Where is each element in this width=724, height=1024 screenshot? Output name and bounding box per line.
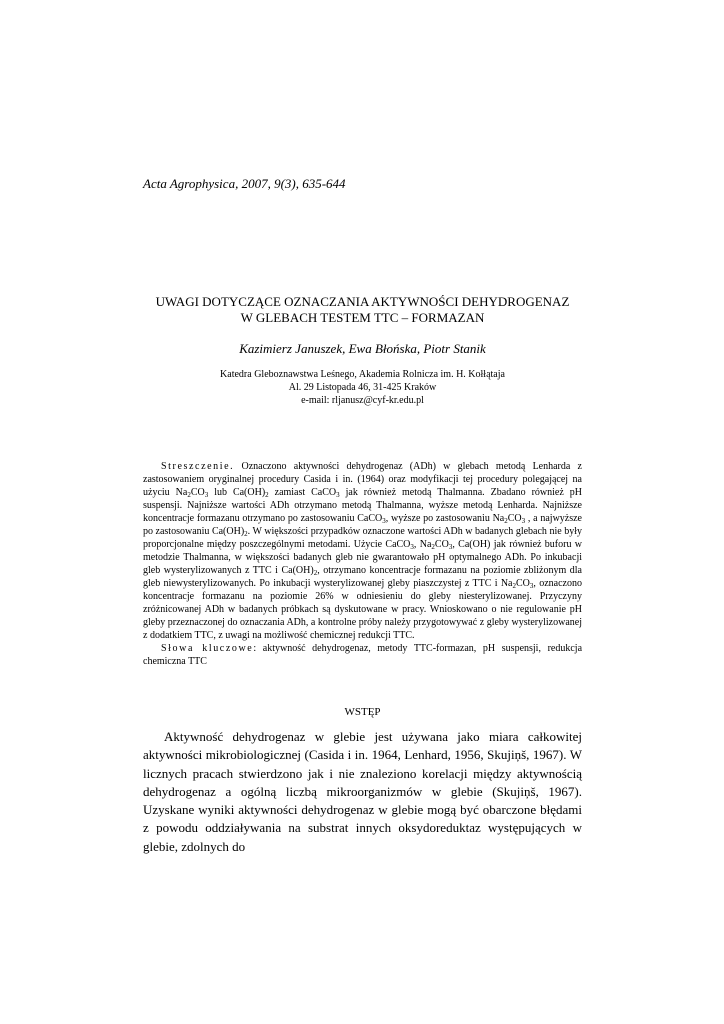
affiliation-line-1: Katedra Gleboznawstwa Leśnego, Akademia Rolnicza im. H. Kołłątaja — [220, 369, 505, 380]
title-line-1: UWAGI DOTYCZĄCE OZNACZANIA AKTYWNOŚCI DEHYDROGENAZ — [155, 294, 570, 309]
abstract-paragraph: Streszczenie. Oznaczono aktywności dehydrogenaz (ADh) w glebach metodą Lenharda z zastosowaniem oryginalnej procedury Casida i in. (1964) oraz modyfikacji tej procedury polegającej na użyciu $Na_2CO_3$ lub $Ca(OH)_2$ zamiast CaCO$_3$ jak również metodą Thalmanna. Zbadano również pH suspensji. Najniższe wartości ADh otrzymano metodą Thalmanna, wyższe metodą Lenharda. Najniższe koncentracje formazanu otrzymano po zastosowaniu CaCO$_3$, wyższe po zastosowaniu $Na_2CO_3$ , a najwyższe po zastosowaniu $Ca(OH)_2$. W większości przypadków oznaczone wartości ADh w badanych glebach nie były proporcjonalne między poszczególnymi metodami. Użycie CaCO$_3$, $Na_2CO_3$, Ca(OH) jak również buforu w metodzie Thalmanna, w większości badanych gleb nie gwarantowało pH optymalnego ADh. Po inkubacji gleb wysterylizowanych z TTC i $Ca(OH)_2$, otrzymano koncentracje formazanu na poziomie zbliżonym dla gleb niewysterylizowanych. Po inkubacji wysterylizowanej gleby piaszczystej z TTC i $Na_2CO_3$, oznaczono koncentracje formazanu na poziomie 26% w odniesieniu do gleby niesterylizowanej. Przyczyny zróżnicowanej ADh w badanych próbkach są dyskutowane w pracy. Wnioskowano o nie regulowanie pH gleby przeznaczonej do oznaczania ADh, a kontrolne próby należy przygotowywać z gleby wysterylizowanej z dodatkiem TTC, z uwagi na możliwość chemicznej redukcji TTC. — [143, 461, 583, 641]
keywords — [143, 642, 582, 668]
affiliation-line-2: Al. 29 Listopada 46, 31-425 Kraków — [288, 382, 437, 393]
keywords-text: : aktywność dehydrogenaz, metody TTC-formazan, pH suspensji, redukcja chemiczna TTC — [143, 643, 583, 667]
abstract — [143, 460, 582, 668]
body-text — [143, 728, 582, 856]
journal-reference: Acta Agrophysica, 2007, 9(3), 635-644 — [143, 176, 346, 191]
section-heading: WSTĘP — [344, 706, 381, 718]
paper-title — [143, 294, 582, 326]
title-line-2: W GLEBACH TESTEM TTC – FORMAZAN — [240, 310, 485, 325]
affiliation — [143, 368, 582, 407]
body-paragraph: Aktywność dehydrogenaz w glebie jest używana jako miara całkowitej aktywności mikrobiologicznej (Casida i in. 1964, Lenhard, 1956, Skujiņš, 1967). W licznych pracach stwierdzono jak i nie znaleziono korelacji między aktywnością dehydrogenaz a ogólną liczbą mikroorganizmów w glebie (Skujiņš, 1967). Uzyskane wyniki aktywności dehydrogenaz w glebie mogą być obarczone błędami z powodu oddziaływania na substrat innych oksydoreduktaz występujących w glebie, zdolnych do — [143, 729, 582, 854]
abstract-label: Streszczenie. — [161, 461, 235, 472]
keywords-label: Słowa kluczowe — [161, 643, 254, 654]
affiliation-email: e-mail: rljanusz@cyf-kr.edu.pl — [301, 395, 424, 406]
authors: Kazimierz Januszek, Ewa Błońska, Piotr Stanik — [239, 341, 486, 356]
